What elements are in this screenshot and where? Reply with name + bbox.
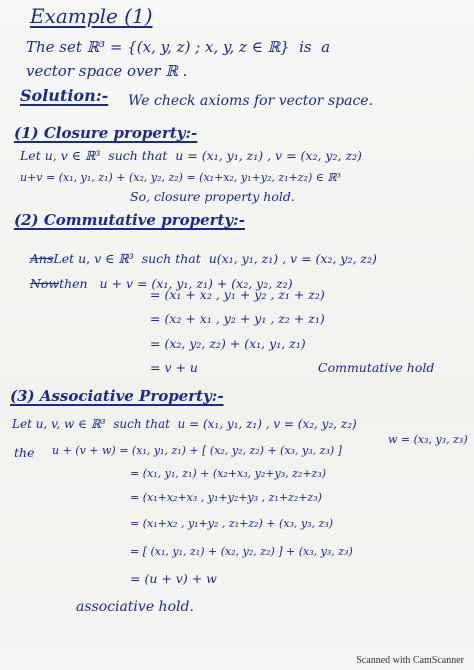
commutative-note: Commutative hold (318, 360, 435, 375)
commutative-heading: (2) Commutative property:- (14, 211, 245, 229)
commutative-line-4: = (x₂ + x₁ , y₂ + y₁ , z₂ + z₁) (150, 311, 325, 326)
solution-text: We check axioms for vector space. (128, 93, 374, 109)
associative-conclusion: associative hold. (76, 599, 194, 615)
solution-label: Solution:- (20, 86, 109, 105)
commutative-line-5: = (x₂, y₂, z₂) + (x₁, y₁, z₁) (150, 336, 306, 351)
commutative-line-3: = (x₁ + x₂ , y₁ + y₂ , z₁ + z₂) (150, 287, 325, 302)
associative-heading: (3) Associative Property:- (10, 387, 224, 405)
closure-heading: (1) Closure property:- (14, 124, 198, 142)
scanner-watermark: Scanned with CamScanner (356, 655, 464, 666)
associative-line-5: = (x₁+x₂ , y₁+y₂ , z₁+z₂) + (x₃, y₃, z₃) (130, 517, 334, 530)
closure-line-1: Let u, v ∈ ℝ³ such that u = (x₁, y₁, z₁) , v = (x₂, y₂, z₂) (20, 148, 362, 163)
associative-line-1: Let u, v, w ∈ ℝ³ such that u = (x₁, y₁, z₁) , v = (x₂, y₂, z₂) (12, 417, 357, 431)
closure-line-3: So, closure property hold. (130, 189, 295, 204)
associative-lead: the (14, 445, 35, 460)
associative-line-4: = (x₁+x₂+x₃ , y₁+y₂+y₃ , z₁+z₂+z₃) (130, 491, 322, 504)
statement-line-2: vector space over ℝ . (26, 62, 188, 80)
associative-line-1b: w = (x₃, y₃, z₃) (388, 433, 468, 446)
example-title: Example (1) (30, 4, 153, 28)
commutative-line-1-text: Let u, v ∈ ℝ³ such that u(x₁, y₁, z₁) , v = (x₂, y₂, z₂) (53, 250, 377, 266)
closure-line-2: u+v = (x₁, y₁, z₁) + (x₂, y₂, z₂) = (x₁+x₂, y₁+y₂, z₁+z₂) ∈ ℝ³ (20, 171, 341, 184)
associative-line-6: = [ (x₁, y₁, z₁) + (x₂, y₂, z₂) ] + (x₃, y₃, z₃) (130, 545, 353, 558)
associative-line-2: u + (v + w) = (x₁, y₁, z₁) + [ (x₂, y₂, z₂) + (x₃, y₃, z₃) ] (52, 444, 342, 457)
struck-word: Now (29, 275, 60, 291)
associative-line-3: = (x₁, y₁, z₁) + (x₂+x₃, y₂+y₃, z₂+z₃) (130, 467, 327, 480)
struck-word: Ans (29, 250, 54, 266)
statement-line-1: The set ℝ³ = {(x, y, z) ; x, y, z ∈ ℝ} is a (26, 38, 331, 56)
associative-line-7: = (u + v) + w (130, 571, 217, 586)
commutative-line-2-text: then u + v = (x₁, y₁, z₁) + (x₂, y₂, z₂) (59, 275, 293, 291)
commutative-line-6: = v + u (150, 360, 198, 375)
